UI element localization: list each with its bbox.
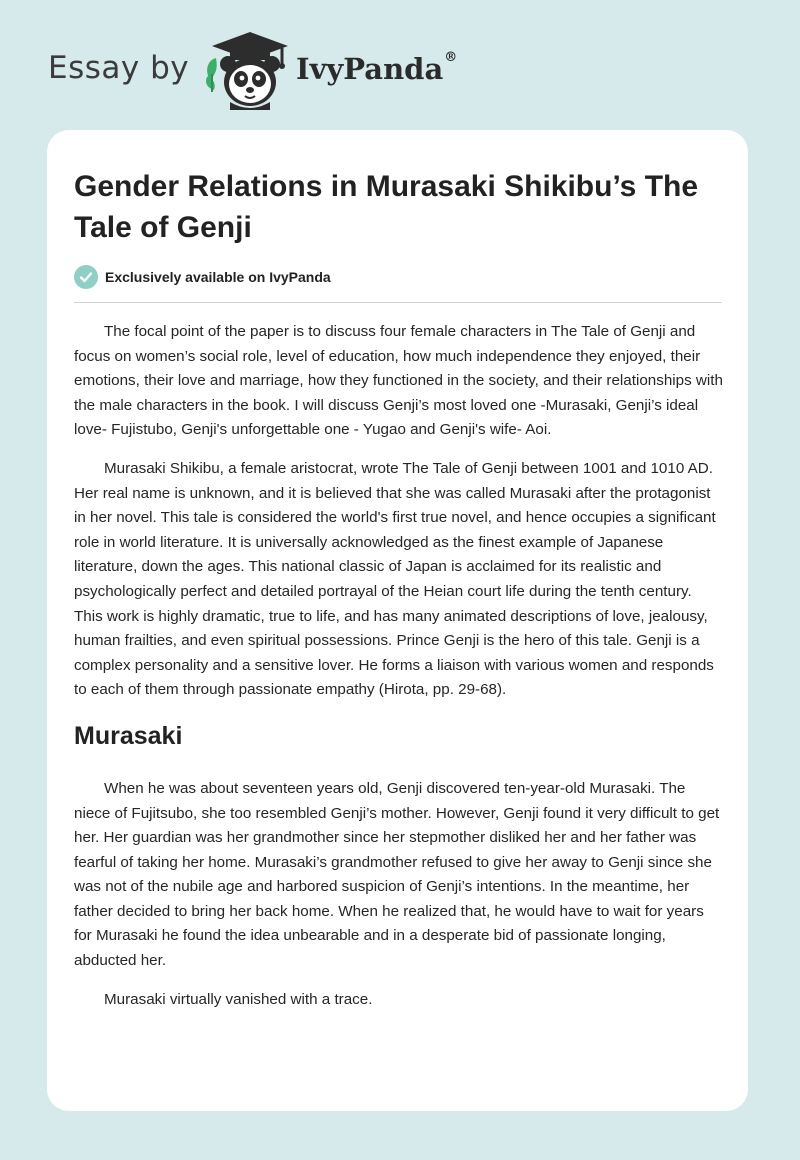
essay-body [74, 320, 724, 1026]
paragraph: Murasaki virtually vanished with a trace. [104, 990, 373, 1008]
title-divider [74, 302, 722, 303]
paragraph: Murasaki Shikibu, a female aristocrat, wrote The Tale of Genji between 1001 and 1010 AD. Her real name is unknown, and it is believed that she was called Murasaki after the protagonist in her novel. This tale is considered the world's first true novel, and hence occupies a significant role in world literature. It is universally acknowledged as the finest example of Japanese literature, down the ages. This national classic of Japan is acclaimed for its realistic and psychologically perfect and detailed portrayal of the Heian court life during the tenth century. This work is highly dramatic, true to life, and has many animated descriptions of love, jealousy, human frailties, and even spiritual possessions. Prince Genji is the hero of this tale. Genji is a complex personality and a sensitive lover. He forms a liaison with various women and responds to each of them through passionate empathy (Hirota, pp. 29-68). [74, 459, 716, 699]
panda-graduate-icon[interactable] [202, 30, 290, 110]
essay-card [47, 130, 748, 1111]
exclusive-badge [74, 264, 331, 290]
essay-by-label: Essay by [48, 50, 190, 86]
section-heading: Murasaki [74, 721, 183, 750]
exclusive-badge-label: Exclusively available on IvyPanda [105, 269, 331, 285]
essay-title: Gender Relations in Murasaki Shikibu’s The Tale of Genji [74, 170, 699, 244]
site-header [48, 30, 548, 110]
paragraph: When he was about seventeen years old, Genji discovered ten-year-old Murasaki. The niece of Fujitsubo, she too resembled Genji’s mother. However, Genji found it very difficult to get her. Her guardian was her grandmother since her stepmother disliked her and her father was fearful of taking her home. Murasaki’s grandmother refused to give her away to Genji since she was not of the nubile age and harbored suspicion of Genji’s intentions. In the meantime, her father decided to bring her back home. When he realized that, he would have to wait for years for Murasaki he found the idea unbearable and in a desperate bid of passionate longing, abducted her. [74, 779, 720, 970]
paragraph: The focal point of the paper is to discuss four female characters in The Tale of Genji and focus on women’s social role, level of education, how much independence they enjoyed, their emotions, their love and marriage, how they functioned in the society, and their relationships with the male characters in the book. I will discuss Genji’s most loved one -Murasaki, Genji’s ideal love- Fujistubo, Genji's unforgettable one - Yugao and Genji's wife- Aoi. [74, 323, 723, 439]
ivypanda-logo-text[interactable]: IvyPanda® [296, 50, 458, 86]
check-circle-icon [74, 265, 98, 289]
